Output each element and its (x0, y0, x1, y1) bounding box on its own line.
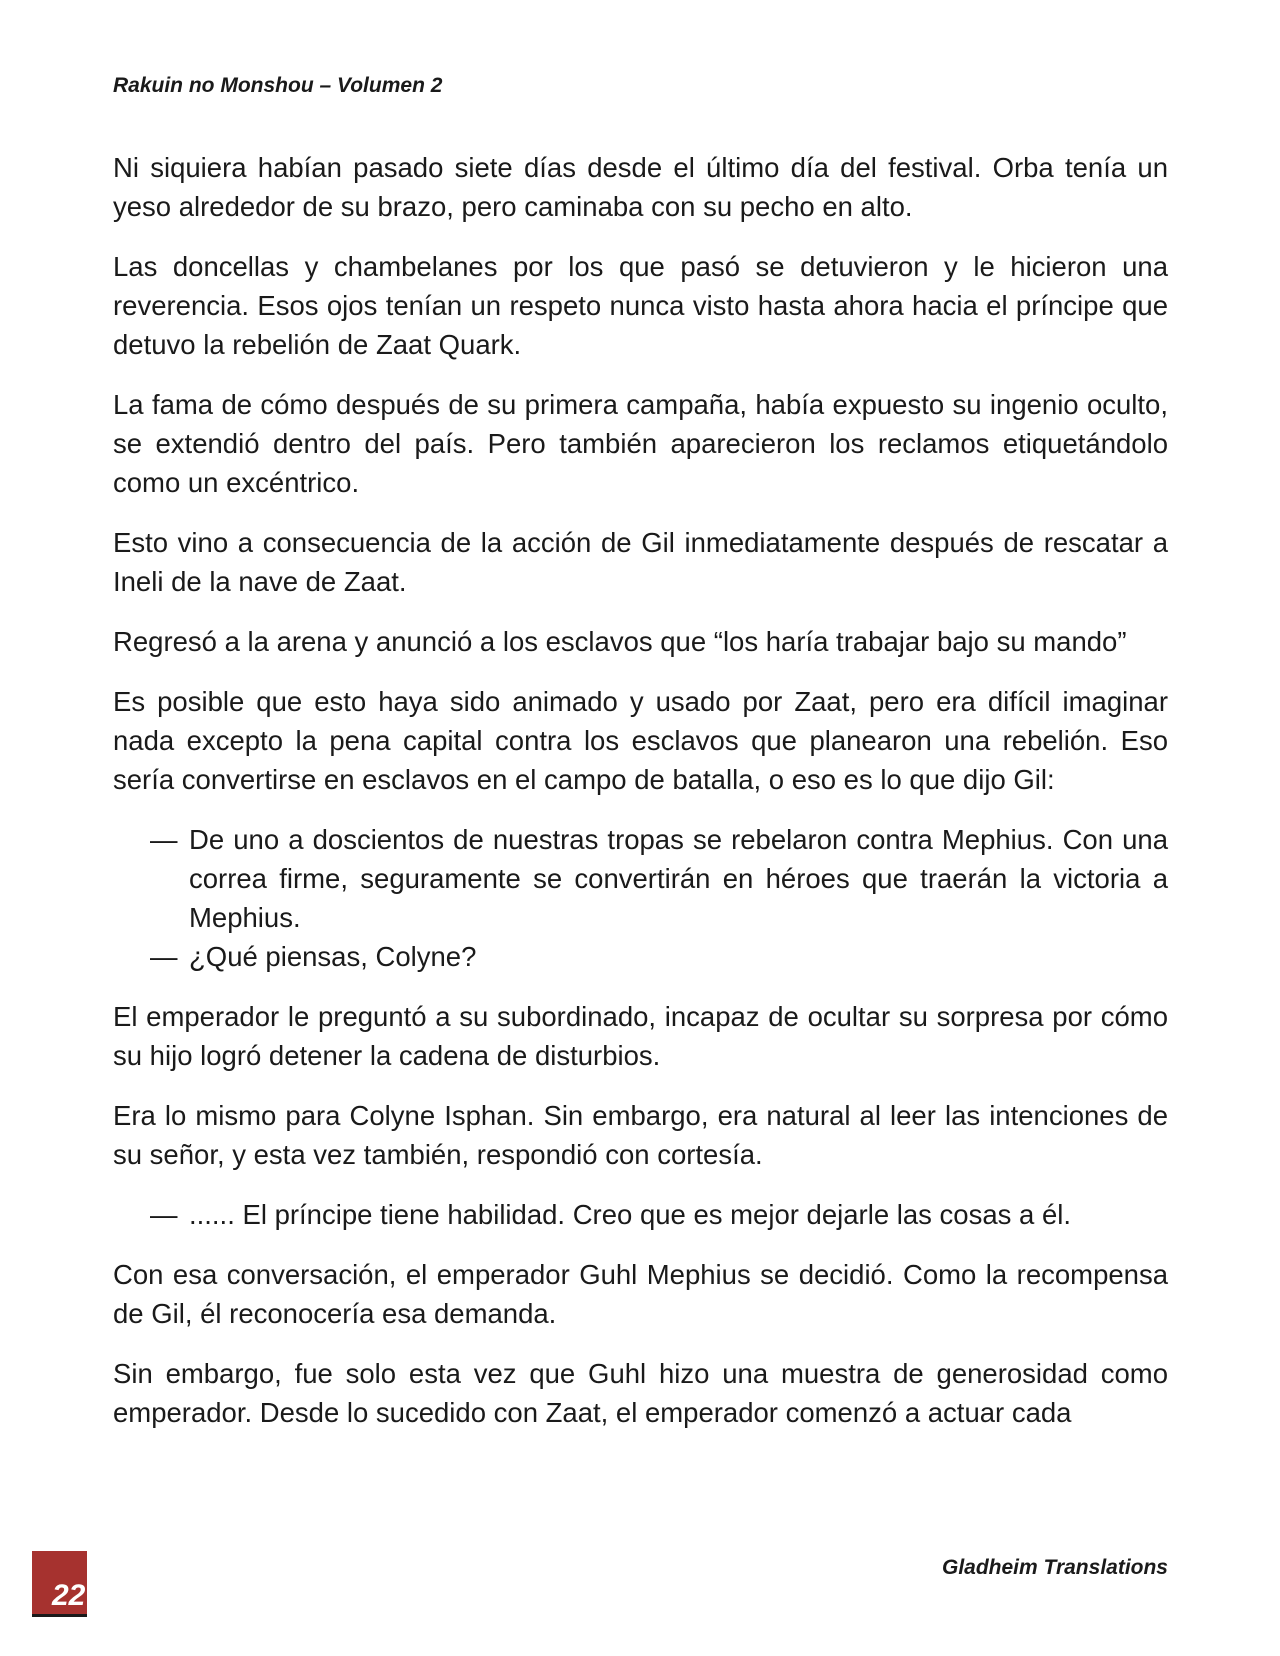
paragraph: Es posible que esto haya sido animado y usado por Zaat, pero era difícil imaginar nada excepto la pena capital contra los esclavos que planearon una rebelión. Eso sería convertirse en esclavos en el campo de batalla, o eso es lo que dijo Gil: (113, 686, 1168, 795)
paragraph: Esto vino a consecuencia de la acción de Gil inmediatamente después de rescatar a Ineli de la nave de Zaat. (113, 527, 1168, 597)
dialogue-text: ...... El príncipe tiene habilidad. Creo que es mejor dejarle las cosas a él. (189, 1199, 1072, 1230)
dialogue-line (113, 937, 1168, 976)
page-number-underline (32, 1614, 87, 1617)
page-number: 22 (52, 1579, 86, 1612)
dialogue-text: De uno a doscientos de nuestras tropas se rebelaron contra Mephius. Con una correa firme, seguramente se convertirán en héroes que traerán la victoria a Mephius. (189, 824, 1168, 933)
paragraph: Con esa conversación, el emperador Guhl Mephius se decidió. Como la recompensa de Gil, él reconocería esa demanda. (113, 1259, 1168, 1329)
dialogue-dash: — (150, 824, 178, 855)
dialogue-dash: — (150, 941, 178, 972)
paragraph: Ni siquiera habían pasado siete días desde el último día del festival. Orba tenía un yeso alrededor de su brazo, pero caminaba con su pecho en alto. (113, 152, 1168, 222)
dialogue-block (113, 820, 1168, 976)
footer-credit: Gladheim Translations (941, 1556, 1168, 1579)
running-header: Rakuin no Monshou – Volumen 2 (113, 74, 443, 97)
paragraph: La fama de cómo después de su primera campaña, había expuesto su ingenio oculto, se extendió dentro del país. Pero también aparecieron los reclamos etiquetándolo como un excéntrico. (113, 389, 1168, 498)
paragraph: Las doncellas y chambelanes por los que pasó se detuvieron y le hicieron una reverencia. Esos ojos tenían un respeto nunca visto hasta ahora hacia el príncipe que detuvo la rebelión de Zaat Quark. (113, 251, 1168, 360)
page-body (113, 148, 1168, 1453)
paragraph: Era lo mismo para Colyne Isphan. Sin embargo, era natural al leer las intenciones de su señor, y esta vez también, respondió con cortesía. (113, 1100, 1168, 1170)
dialogue-block (113, 1195, 1168, 1234)
paragraph: Regresó a la arena y anunció a los esclavos que “los haría trabajar bajo su mando” (113, 626, 1127, 657)
dialogue-text: ¿Qué piensas, Colyne? (189, 941, 477, 972)
dialogue-line (113, 1195, 1168, 1234)
paragraph: Sin embargo, fue solo esta vez que Guhl hizo una muestra de generosidad como emperador. Desde lo sucedido con Zaat, el emperador comenzó a actuar cada (113, 1358, 1168, 1428)
dialogue-dash: — (150, 1199, 178, 1230)
dialogue-line (113, 820, 1168, 937)
paragraph: El emperador le preguntó a su subordinado, incapaz de ocultar su sorpresa por cómo su hijo logró detener la cadena de disturbios. (113, 1001, 1168, 1071)
